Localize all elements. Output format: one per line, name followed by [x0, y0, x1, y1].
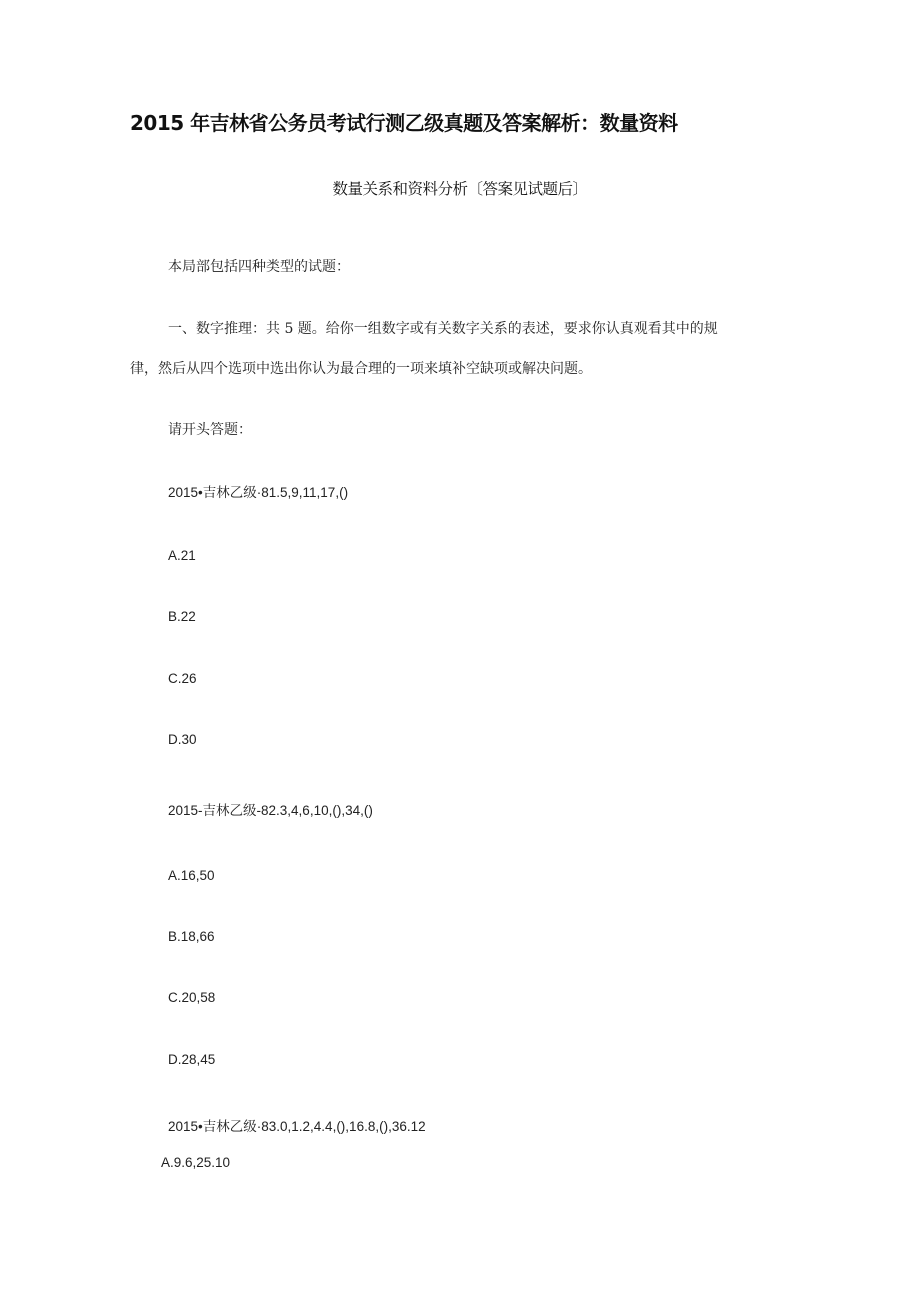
answer-option: A.21: [168, 548, 196, 563]
question-stem: 2015•吉林乙级·81.5,9,11,17,(): [168, 485, 349, 500]
question-stem: 2015-吉林乙级-82.3,4,6,10,(),34,(): [168, 803, 373, 818]
answer-option: C.20,58: [168, 990, 216, 1005]
question-stem: 2015•吉林乙级·83.0,1.2,4.4,(),16.8,(),36.12: [168, 1119, 426, 1134]
answer-option: C.26: [168, 671, 197, 686]
start-prompt: 请开头答题：: [168, 422, 252, 438]
answer-option: B.18,66: [168, 929, 215, 944]
answer-option: A.9.6,25.10: [161, 1155, 231, 1170]
section1-line2: 律，然后从四个选项中选出你认为最合理的一项来填补空缺项或解决问题。: [130, 361, 592, 377]
answer-option: B.22: [168, 609, 196, 624]
intro-text: 本局部包括四种类型的试题：: [168, 259, 350, 275]
answer-option: A.16,50: [168, 868, 215, 883]
document-subtitle: 数量关系和资料分析〔答案见试题后〕: [332, 180, 588, 198]
section1-line1: 一、数字推理：共 5 题。给你一组数字或有关数字关系的表述，要求你认真观看其中的规: [168, 321, 718, 337]
answer-option: D.28,45: [168, 1052, 216, 1067]
answer-option: D.30: [168, 732, 197, 747]
document-title: 2015 年吉林省公务员考试行测乙级真题及答案解析：数量资料: [130, 111, 678, 135]
